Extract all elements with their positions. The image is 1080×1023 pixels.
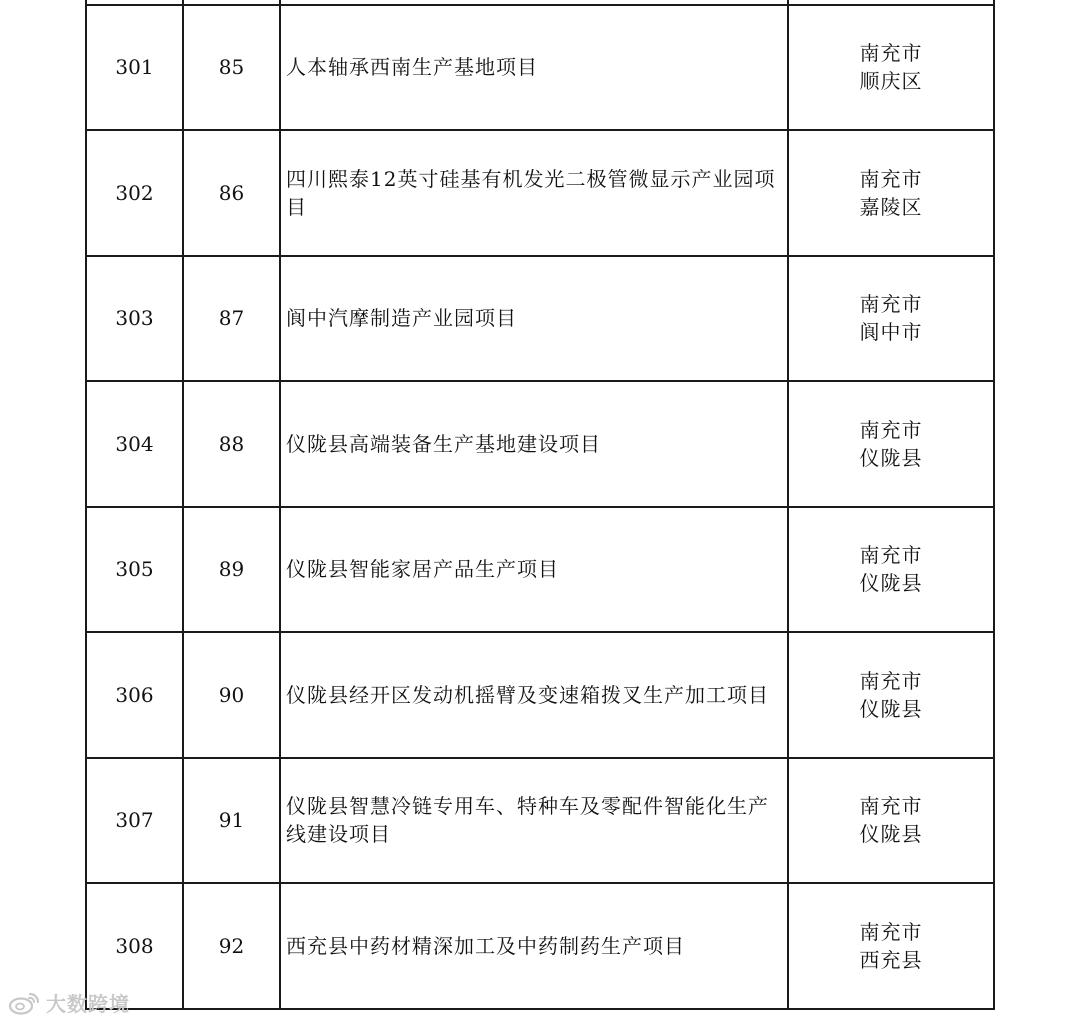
location-city: 南充市 — [859, 794, 923, 819]
index-cell: 90 — [183, 632, 280, 758]
table-row — [86, 130, 994, 256]
serial-cell: 303 — [86, 256, 183, 382]
location-cell — [788, 883, 994, 1009]
table-row — [86, 5, 994, 131]
watermark — [8, 988, 130, 1017]
table-row — [86, 256, 994, 382]
project-cell — [280, 883, 788, 1009]
project-name: 西充县中药材精深加工及中药制药生产项目 — [286, 933, 685, 958]
location-city: 南充市 — [859, 543, 923, 568]
table-row — [86, 632, 994, 758]
location-city: 南充市 — [859, 919, 923, 944]
serial-cell: 305 — [86, 507, 183, 633]
serial-cell: 302 — [86, 130, 183, 256]
serial-cell: 307 — [86, 758, 183, 884]
location-district: 西充县 — [859, 947, 923, 972]
serial-cell: 301 — [86, 5, 183, 131]
project-table — [85, 0, 995, 1010]
location-district: 顺庆区 — [859, 69, 923, 94]
project-cell — [280, 256, 788, 382]
location-city: 南充市 — [859, 166, 923, 191]
index-cell: 91 — [183, 758, 280, 884]
location-district: 仪陇县 — [859, 445, 923, 470]
project-name: 仪陇县经开区发动机摇臂及变速箱拨叉生产加工项目 — [286, 682, 769, 707]
project-cell — [280, 758, 788, 884]
project-cell — [280, 130, 788, 256]
index-cell: 86 — [183, 130, 280, 256]
location-city: 南充市 — [859, 417, 923, 442]
index-cell: 87 — [183, 256, 280, 382]
serial-cell: 306 — [86, 632, 183, 758]
location-district: 嘉陵区 — [859, 194, 923, 219]
location-cell — [788, 507, 994, 633]
project-cell — [280, 632, 788, 758]
location-city: 南充市 — [859, 41, 923, 66]
index-cell: 89 — [183, 507, 280, 633]
project-name: 仪陇县智慧冷链专用车、特种车及零配件智能化生产线建设项目 — [286, 794, 769, 847]
index-cell: 85 — [183, 5, 280, 131]
location-cell — [788, 256, 994, 382]
watermark-text: 大数跨境 — [46, 992, 130, 1016]
table-row — [86, 758, 994, 884]
project-cell — [280, 507, 788, 633]
location-cell — [788, 130, 994, 256]
location-district: 仪陇县 — [859, 822, 923, 847]
serial-cell: 304 — [86, 381, 183, 507]
index-cell: 88 — [183, 381, 280, 507]
location-district: 仪陇县 — [859, 571, 923, 596]
project-name: 阆中汽摩制造产业园项目 — [286, 306, 517, 331]
project-name: 人本轴承西南生产基地项目 — [286, 55, 538, 80]
location-district: 阆中市 — [859, 320, 923, 345]
location-cell — [788, 5, 994, 131]
project-name: 仪陇县高端装备生产基地建设项目 — [286, 431, 601, 456]
weibo-logo-icon — [8, 991, 42, 1015]
location-cell — [788, 381, 994, 507]
table-row — [86, 507, 994, 633]
location-cell — [788, 758, 994, 884]
location-city: 南充市 — [859, 668, 923, 693]
index-cell: 92 — [183, 883, 280, 1009]
project-name: 仪陇县智能家居产品生产项目 — [286, 557, 559, 582]
location-district: 仪陇县 — [859, 696, 923, 721]
location-city: 南充市 — [859, 292, 923, 317]
table-row — [86, 883, 994, 1009]
table-row — [86, 381, 994, 507]
serial-cell: 308 — [86, 883, 183, 1009]
project-cell — [280, 5, 788, 131]
location-cell — [788, 632, 994, 758]
project-cell — [280, 381, 788, 507]
project-name: 四川熙泰12英寸硅基有机发光二极管微显示产业园项目 — [286, 166, 776, 219]
